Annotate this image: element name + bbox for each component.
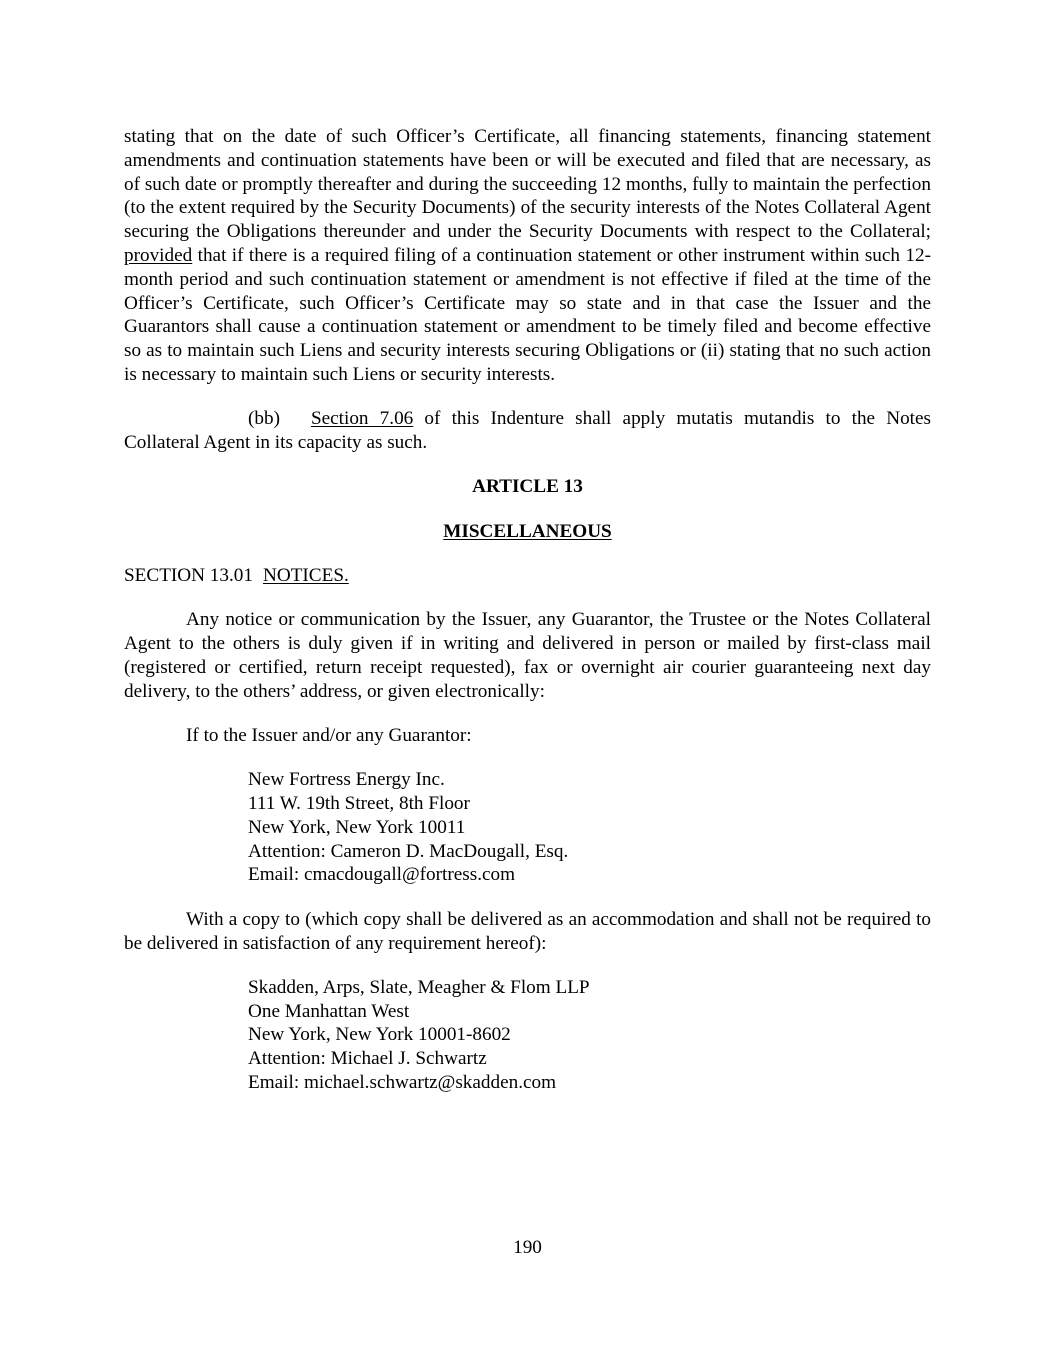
continuation-paragraph: [124, 125, 931, 387]
section-heading: [124, 564, 931, 588]
clause-bb-text: of this Indenture shall apply mutatis mutandis to the Notes Collateral Agent in its capacity as such.: [124, 408, 931, 454]
copy-attention: Attention: Michael J. Schwartz: [248, 1048, 487, 1070]
copy-address-block: [248, 976, 931, 1095]
article-number: ARTICLE 13: [472, 476, 583, 498]
issuer-email: Email: cmacdougall@fortress.com: [248, 864, 516, 886]
copy-city: New York, New York 10001-8602: [248, 1024, 511, 1046]
clause-bb-paragraph: [124, 407, 931, 455]
continuation-text-2: that if there is a required filing of a continuation statement or other instrument within such 12-month period and such continuation statement or amendment is not effective if filed at the time of the Officer’s Certificate, such Officer’s Certificate may so state and in that case the Issuer and the Guarantors shall cause a continuation statement or amendment to be timely filed and become effective so as to maintain such Liens and security interests securing Obligations or (ii) stating that no such action is necessary to maintain such Liens or security interests.: [124, 244, 931, 385]
issuer-attention: Attention: Cameron D. MacDougall, Esq.: [248, 840, 569, 862]
copy-email: Email: michael.schwartz@skadden.com: [248, 1072, 557, 1093]
issuer-name: New Fortress Energy Inc.: [248, 769, 445, 791]
copy-name: Skadden, Arps, Slate, Meagher & Flom LLP: [248, 976, 590, 998]
section-number: SECTION 13.01: [124, 564, 253, 586]
issuer-intro: If to the Issuer and/or any Guarantor:: [186, 724, 472, 746]
section-7-06-reference: Section 7.06: [310, 408, 414, 430]
page-number: 190: [513, 1237, 542, 1258]
issuer-city: New York, New York 10011: [248, 816, 466, 838]
clause-bb-label: (bb): [248, 408, 280, 430]
notice-paragraph: Any notice or communication by the Issuer, any Guarantor, the Trustee or the Notes Collateral Agent to the others is duly given if in writing and delivered in person or mailed by first-class mail (registered or certified, return receipt requested), fax or overnight air courier guaranteeing next day delivery, to the others’ address, or given electronically:: [124, 609, 931, 702]
issuer-street: 111 W. 19th Street, 8th Floor: [248, 793, 470, 815]
article-title: MISCELLANEOUS: [443, 520, 612, 542]
section-title: NOTICES.: [262, 564, 349, 586]
document-page: [124, 125, 931, 1095]
issuer-address-block: [248, 768, 931, 887]
copy-street: One Manhattan West: [248, 1000, 410, 1022]
continuation-text-1: stating that on the date of such Officer’s Certificate, all financing statements, financing statement amendments and continuation statements have been or will be executed and filed that are necessary, as of such date or promptly thereafter and during the succeeding 12 months, fully to maintain the perfection (to the extent required by the Security Documents) of the security interests of the Notes Collateral Agent securing the Obligations thereunder and under the Security Documents with respect to the Collateral;: [124, 126, 931, 243]
provided-term: provided: [124, 244, 193, 266]
copy-intro: With a copy to (which copy shall be delivered as an accommodation and shall not be required to be delivered in satisfaction of any requirement hereof):: [124, 908, 931, 954]
